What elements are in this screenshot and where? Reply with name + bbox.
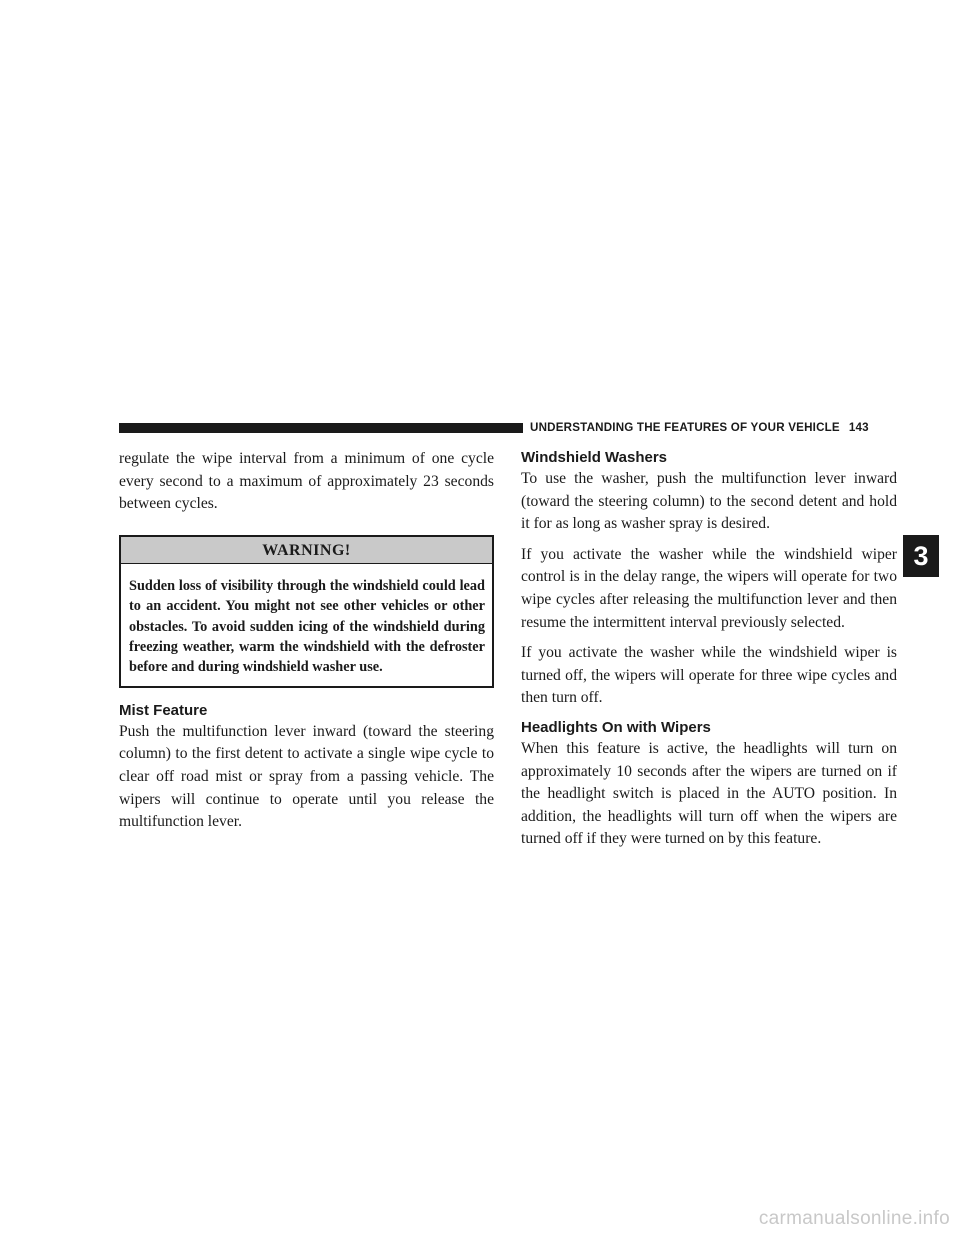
left-column <box>119 448 494 834</box>
warning-box <box>119 535 494 688</box>
page-number: 143 <box>848 421 869 434</box>
warning-title: WARNING! <box>121 537 492 564</box>
washers-paragraph-3: If you activate the washer while the windshield wiper is turned off, the wipers will operate for three wipe cycles and then turn off. <box>521 644 897 707</box>
headlights-heading: Headlights On with Wipers <box>521 718 711 736</box>
running-header <box>530 420 910 436</box>
intro-paragraph: regulate the wipe interval from a minimum of one cycle every second to a maximum of approximately 23 seconds between cycles. <box>119 450 494 513</box>
section-title: UNDERSTANDING THE FEATURES OF YOUR VEHICLE <box>530 421 840 434</box>
warning-body: Sudden loss of visibility through the windshield could lead to an accident. You might not see other vehicles or other obstacles. To avoid sudden icing of the windshield during freezing weather, warm the windshield with the defroster before and during windshield washer use. <box>129 577 485 676</box>
header-rule <box>119 423 523 433</box>
mist-feature-paragraph: Push the multifunction lever inward (toward the steering column) to the first detent to activate a single wipe cycle to clear off road mist or spray from a passing vehicle. The wipers will continue to operate until you release the multifunction lever. <box>119 722 494 831</box>
right-column <box>521 448 897 851</box>
headlights-paragraph: When this feature is active, the headlights will turn on approximately 10 seconds after the wipers are turned on if the headlight switch is placed in the AUTO position. In addition, the headlights will turn off when the wipers are turned off if they were turned on by this feature. <box>521 739 897 848</box>
mist-feature-heading: Mist Feature <box>119 701 208 719</box>
watermark: carmanualsonline.info <box>758 1208 950 1229</box>
chapter-tab: 3 <box>903 535 939 577</box>
washers-paragraph-2: If you activate the washer while the windshield wiper control is in the delay range, the wipers will operate for two wipe cycles after releasing the multifunction lever and then resume the intermittent interval previously selected. <box>521 545 897 631</box>
washers-paragraph-1: To use the washer, push the multifunction lever inward (toward the steering column) to the second detent and hold it for as long as washer spray is desired. <box>521 470 897 533</box>
washers-heading: Windshield Washers <box>521 449 668 466</box>
